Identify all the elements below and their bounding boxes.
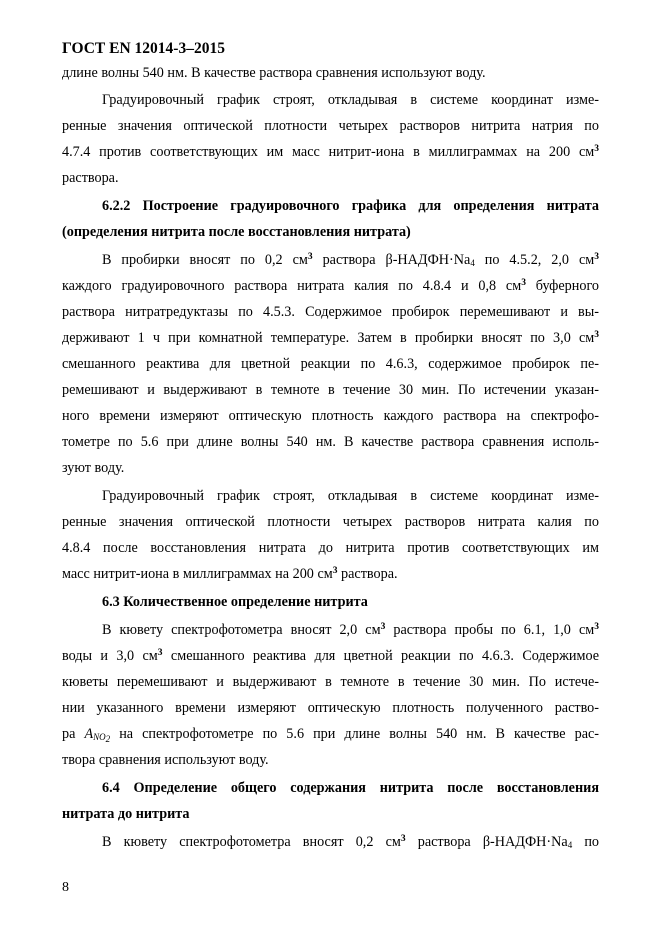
section-heading-6-3: 6.3 Количественное определение нитрита [102,594,368,610]
page-number: 8 [62,880,69,895]
text-line: смешанного реактива для цветной реакции по 4.6.3, содержимое пробирок пе- [62,356,599,372]
text-line: ра $A_{NO_2}$ на спектрофотометре по 5.6 при длине волны 540 нм. В качестве рас- [62,726,600,744]
text-line: В кювету спектрофотометра вносят 2,0 $см^3$ раствора пробы по 6.1, 1,0 $см^3$ [102,622,599,638]
text-line: 4.7.4 против соответствующих им масс нитрит-иона в миллиграммах на 200 $см^3$ [62,144,599,160]
text-line: 4.8.4 после восстановления нитрата до нитрита против соответствующих им [62,540,599,556]
absorbance-symbol: $A_{NO_2}$ [84,726,111,744]
text-line: раствора нитратредуктазы по 4.5.3. Содержимое пробирок перемешивают и вы- [62,304,599,320]
section-heading-6-4-cont: нитрата до нитрита [62,806,190,822]
text-line: Градуировочный график строят, откладывая в системе координат изме- [102,488,599,504]
text-line: ремешивают и выдерживают в темноте в течение 30 мин. По истечении указан- [62,382,599,398]
text-line: ренные значения оптической плотности четырех растворов нитрата калия по [62,514,599,530]
text-line: твора сравнения используют воду. [62,752,269,768]
text-line: держивают 1 ч при комнатной температуре. Затем в пробирки вносят по 3,0 $см^3$ [62,330,599,346]
text-line: длине волны 540 нм. В качестве раствора сравнения используют воду. [62,65,486,81]
text-line: ренные значения оптической плотности четырех растворов нитрита натрия по [62,118,599,134]
section-heading-6-2-2-cont: (определения нитрита после восстановления нитрата) [62,224,411,240]
text-line: тометре по 5.6 при длине волны 540 нм. В качестве раствора сравнения исполь- [62,434,599,450]
text-line: воды и 3,0 $см^3$ смешанного реактива для цветной реакции по 4.6.3. Содержимое [62,648,600,664]
text-line: кюветы перемешивают и выдерживают в темноте в течение 30 мин. По истече- [62,674,599,690]
text-line: раствора. [62,170,119,186]
text-line: нии указанного времени измеряют оптическую плотность полученного раство- [62,700,599,716]
text-line: зуют воду. [62,460,125,476]
document-header: ГОСТ EN 12014-3–2015 [62,40,225,57]
text-line: В кювету спектрофотометра вносят 0,2 $см^3$ раствора $\beta-НАДФН\cdot Na_4$ по [102,834,600,850]
section-heading-6-4: 6.4 Определение общего содержания нитрита после восстановления [102,780,599,796]
section-heading-6-2-2: 6.2.2 Построение градуировочного графика для определения нитрата [102,198,599,214]
text-line: В пробирки вносят по 0,2 $см^3$ раствора $\beta-НАДФН\cdot Na_4$ по 4.5.2, 2,0 $см^3$ [102,252,600,268]
text-line: ного времени измеряют оптическую плотность каждого раствора на спектрофо- [62,408,599,424]
text-line: каждого градуировочного раствора нитрата калия по 4.8.4 и 0,8 $см^3$ буферного [62,278,600,294]
text-line: Градуировочный график строят, откладывая в системе координат изме- [102,92,599,108]
text-line: масс нитрит-иона в миллиграммах на 200 $см^3$ раствора. [62,566,398,582]
